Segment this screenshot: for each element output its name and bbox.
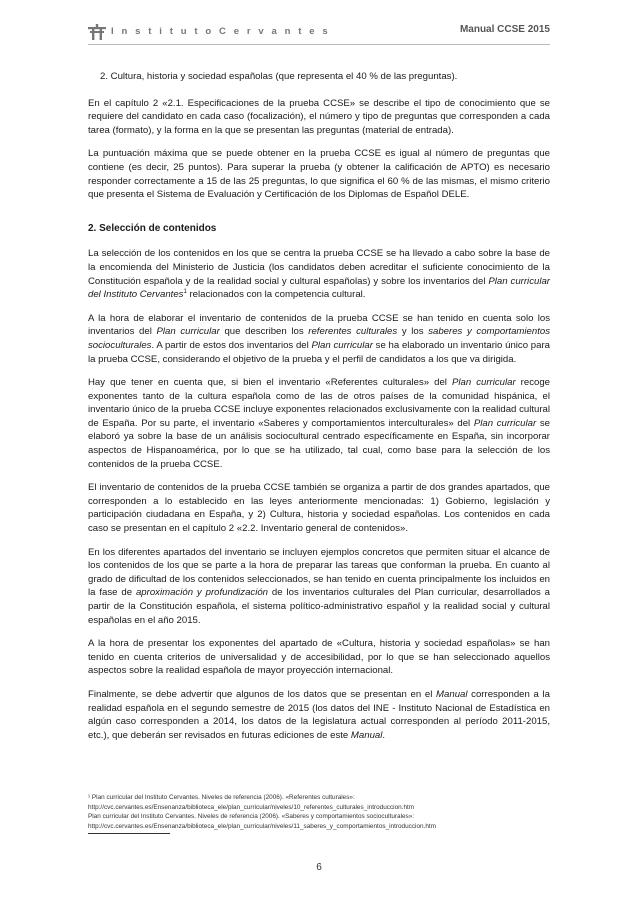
paragraph: El inventario de contenidos de la prueba CCSE también se organiza a partir de dos grandes apartados, que corresponden a lo establecido en las leyes anteriormente mencionadas: 1) Gobierno, legislación y participación ciudadana en España, y 2) Cultura, historia y sociedad españolas. Los contenidos en cada caso se presentan en el capítulo 2 «2.2. Inventario general de contenidos». bbox=[88, 482, 550, 535]
text-run: Finalmente, se debe advertir que algunos de los datos que se presentan en el bbox=[88, 688, 437, 700]
italic-run: aproximación y profundización bbox=[135, 587, 269, 599]
footnote-divider bbox=[88, 833, 170, 834]
text-run: que describen los bbox=[219, 326, 309, 338]
paragraph bbox=[88, 688, 550, 742]
italic-run: Plan curricular bbox=[451, 377, 516, 389]
footnote-line: ¹ Plan curricular del Instituto Cervantes. Niveles de referencia (2006). «Referentes culturales»: bbox=[88, 794, 355, 801]
italic-run: Plan curricular bbox=[311, 339, 373, 351]
instituto-cervantes-logo-icon bbox=[88, 24, 106, 40]
text-run: Hay que tener en cuenta que, si bien el inventario «Referentes culturales» del bbox=[88, 377, 452, 389]
italic-run: Plan curricular bbox=[156, 326, 220, 338]
header-divider bbox=[88, 44, 550, 45]
manual-title: Manual CCSE 2015 bbox=[459, 24, 550, 35]
text-run: recoge exponentes tanto de la cultura española como de las de otros países de la comunidad hispánica, el inventario único de la prueba CCSE incluye exponentes relacionados exclusivamente con la realidad cultural de España. Por su parte, el inventario «Saberes y comportamientos interculturales» del bbox=[88, 377, 550, 429]
main-content bbox=[88, 70, 550, 752]
paragraph bbox=[88, 247, 550, 301]
paragraph: A la hora de presentar los exponentes del apartado de «Cultura, historia y sociedad españolas» se han tenido en cuenta criterios de universalidad y de accesibilidad, por lo que se han seleccionado aquellos aspectos sobre la realidad española de mayor proyección internacional. bbox=[88, 638, 550, 677]
text-run: y los bbox=[397, 326, 429, 338]
page-header bbox=[88, 22, 550, 44]
text-run: La selección de los contenidos en los que se centra la prueba CCSE se ha llevado a cabo sobre la base de la encomienda del Ministerio de Justicia (los candidatos deben acreditar el suficiente conocimiento de la Constitución española y de la realidad social y cultural españolas) y sobre los inventarios del bbox=[88, 248, 550, 287]
text-run: En los diferentes apartados del inventario se incluyen ejemplos concretos que permiten situar el alcance de los contenidos de los que se parte a la hora de preparar las tareas que conforman la prueba. En cuanto al grado de dificultad de los contenidos seleccionados, se han tenido en cuenta principalmente los incluidos en la fase de bbox=[88, 546, 550, 599]
list-item: 2. Cultura, historia y sociedad españolas (que representa el 40 % de las preguntas). bbox=[100, 71, 458, 82]
text-run: . A partir de estos dos inventarios del bbox=[151, 339, 312, 351]
footnote-link[interactable]: http://cvc.cervantes.es/Ensenanza/biblioteca_ele/plan_curricular/niveles/10_referentes_culturales_introduccion.htm bbox=[88, 803, 415, 811]
italic-run: Plan curricular bbox=[473, 417, 537, 429]
paragraph bbox=[88, 376, 550, 471]
footnote-link[interactable]: http://cvc.cervantes.es/Ensenanza/biblioteca_ele/plan_curricular/niveles/11_saberes_y_comportamientos_introduccion.htm bbox=[88, 822, 437, 830]
paragraph bbox=[88, 546, 550, 628]
text-run: relacionados con la competencia cultural. bbox=[186, 289, 366, 301]
text-run: corresponden a la realidad española en el segundo semestre de 2015 (los datos del INE - Instituto Nacional de Estadística en algún caso corresponden a 2014, los datos de la legislatura actual corresponden al período 2011-2015, etc.), que deberán ser revisados en futuras ediciones de este bbox=[88, 688, 551, 741]
text-run: A la hora de elaborar el inventario de contenidos de la prueba CCSE se han tenido en cuenta solo los inventarios del bbox=[88, 312, 550, 338]
italic-run: referentes culturales bbox=[308, 326, 398, 338]
text-run: . bbox=[382, 729, 386, 741]
paragraph bbox=[88, 312, 550, 366]
section-heading: 2. Selección de contenidos bbox=[88, 222, 217, 234]
institution-name: I n s t i t u t o C e r v a n t e s bbox=[111, 26, 331, 37]
text-run: se ha elaborado un inventario único para la prueba CCSE, considerando el objetivo de la prueba y el perfil de candidatos a los que va dirigida. bbox=[88, 339, 550, 365]
text-run: de los inventarios culturales del Plan curricular, desarrollados a partir de la Constitución española, el sistema político-administrativo español y la realidad social y cultural españolas en el año 2015. bbox=[88, 587, 550, 626]
italic-run: saberes y comportamientos socioculturales bbox=[88, 326, 551, 351]
page-number: 6 bbox=[316, 862, 322, 873]
italic-run: Manual bbox=[350, 729, 383, 741]
footnote-ref: 1 bbox=[183, 288, 187, 295]
italic-run: Manual bbox=[436, 688, 468, 700]
italic-run: Plan curricular del Instituto Cervantes bbox=[88, 275, 550, 301]
text-run: se elaboró ya sobre la base de un análisis sociocultural centrado específicamente en España, sin incorporar aspectos de Hispanoamérica, por lo que se ha utilizado, tal cual, como base para la selección de los contenidos de la prueba CCSE. bbox=[88, 417, 550, 470]
paragraph: La puntuación máxima que se puede obtener en la prueba CCSE es igual al número de preguntas que contiene (es decir, 25 puntos). Para superar la prueba (y obtener la calificación de APTO) es necesario responder correctamente a 15 de las 25 preguntas, lo que significa el 60 % de las mismas, el mismo criterio que presenta el Sistema de Evaluación y Certificación de los Diplomas de Español DELE. bbox=[88, 148, 550, 201]
paragraph: En el capítulo 2 «2.1. Especificaciones de la prueba CCSE» se describe el tipo de conocimiento que se requiere del candidato en cada caso (focalización), el número y tipo de preguntas que corresponden a cada tarea (formato), y la forma en la que se presentan las preguntas (material de entrada). bbox=[88, 97, 550, 136]
footnotes bbox=[88, 793, 550, 831]
footnote-line: Plan curricular del Instituto Cervantes. Niveles de referencia (2006). «Saberes y comportamientos socioculturales»: bbox=[88, 813, 415, 821]
